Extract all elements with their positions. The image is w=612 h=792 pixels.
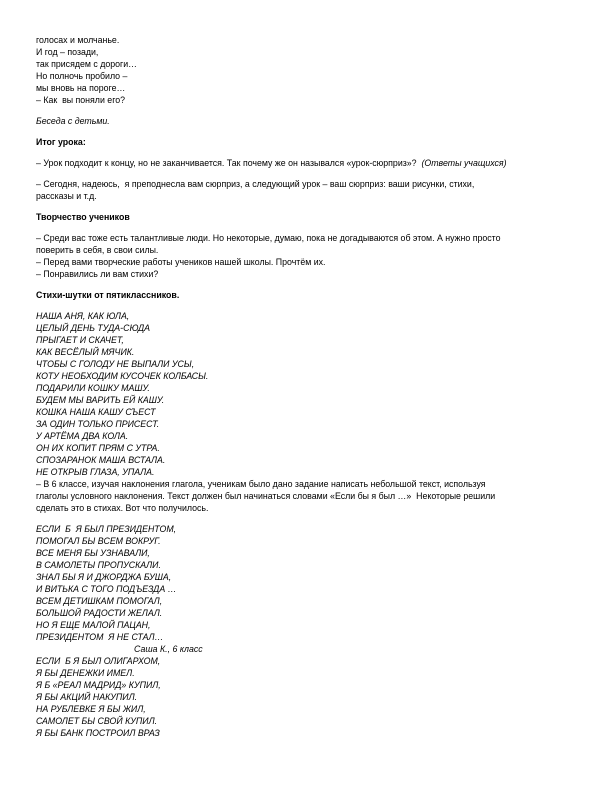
jokes-heading: Стихи-шутки от пятиклассников.: [36, 290, 180, 300]
poem-line: ЦЕЛЫЙ ДЕНЬ ТУДА-СЮДА: [36, 323, 151, 333]
poem-ending: [36, 34, 584, 106]
poem-line: так присядем с дороги…: [36, 59, 137, 69]
poem-line: Я БЫ ДЕНЕЖКИ ИМЕЛ.: [36, 668, 135, 678]
poem-line: НЕ ОТКРЫВ ГЛАЗА, УПАЛА.: [36, 467, 155, 477]
summary-heading: Итог урока:: [36, 137, 86, 147]
poem-line: ОН ИХ КОПИТ ПРЯМ С УТРА.: [36, 443, 160, 453]
poem-line: ПОМОГАЛ БЫ ВСЕМ ВОКРУГ.: [36, 536, 161, 546]
poem-3: [36, 655, 584, 739]
summary-paragraph-2: [36, 178, 584, 202]
poem-line: НА РУБЛЕВКЕ Я БЫ ЖИЛ,: [36, 704, 146, 714]
poem-2: [36, 523, 584, 643]
poem-line: ВСЕМ ДЕТИШКАМ ПОМОГАЛ,: [36, 596, 163, 606]
poem-line: Я БЫ БАНК ПОСТРОИЛ ВРАЗ: [36, 728, 160, 738]
poem-line: ЕСЛИ Б Я БЫЛ ПРЕЗИДЕНТОМ,: [36, 524, 177, 534]
poem-line: ЧТОБЫ С ГОЛОДУ НЕ ВЫПАЛИ УСЫ,: [36, 359, 195, 369]
poem-line: ЗНАЛ БЫ Я И ДЖОРДЖА БУША,: [36, 572, 172, 582]
poem-line: ЕСЛИ Б Я БЫЛ ОЛИГАРХОМ,: [36, 656, 161, 666]
poem-line: НАША АНЯ, КАК ЮЛА,: [36, 311, 130, 321]
text-line: – Среди вас тоже есть талантливые люди. Но некоторые, думаю, пока не догадываются об этом. А нужно просто: [36, 233, 501, 243]
text-line: сделать это в стихах. Вот что получилось.: [36, 503, 209, 513]
text-line: поверить в себя, в свои силы.: [36, 245, 159, 255]
summary-paragraph-1: [36, 157, 584, 169]
summary-text: – Урок подходит к концу, но не заканчивается. Так почему же он назывался «урок-сюрприз»?: [36, 158, 422, 168]
poem-line: САМОЛЕТ БЫ СВОЙ КУПИЛ.: [36, 716, 158, 726]
poem-line: Я Б «РЕАЛ МАДРИД» КУПИЛ,: [36, 680, 161, 690]
poem-line: ПРЕЗИДЕНТОМ Я НЕ СТАЛ…: [36, 632, 164, 642]
document-page: [36, 34, 584, 739]
poem-line: голосах и молчанье.: [36, 35, 120, 45]
poem-1: [36, 310, 584, 478]
answers-note: (Ответы учащихся): [421, 158, 507, 168]
poem-line: И ВИТЬКА С ТОГО ПОДЪЕЗДА …: [36, 584, 177, 594]
poem-line: БУДЕМ МЫ ВАРИТЬ ЕЙ КАШУ.: [36, 395, 165, 405]
poem-line: мы вновь на пороге…: [36, 83, 126, 93]
poem-line: ЗА ОДИН ТОЛЬКО ПРИСЕСТ.: [36, 419, 160, 429]
poem-line: И год – позади,: [36, 47, 99, 57]
text-line: – Перед вами творческие работы учеников нашей школы. Прочтём их.: [36, 257, 326, 267]
poem-line: Я БЫ АКЦИЙ НАКУПИЛ.: [36, 692, 138, 702]
poem-line: В САМОЛЕТЫ ПРОПУСКАЛИ.: [36, 560, 161, 570]
text-line: – В 6 классе, изучая наклонения глагола, ученикам было дано задание написать небольшой текст, используя: [36, 479, 486, 489]
assignment-intro: [36, 478, 584, 514]
text-line: рассказы и т.д.: [36, 191, 97, 201]
poem-line: ПРЫГАЕТ И СКАЧЕТ,: [36, 335, 124, 345]
poem-line: КАК ВЕСЁЛЫЙ МЯЧИК.: [36, 347, 135, 357]
creativity-heading: Творчество учеников: [36, 212, 130, 222]
text-line: – Понравились ли вам стихи?: [36, 269, 159, 279]
creativity-paragraph: [36, 232, 584, 280]
poem-line: У АРТЁМА ДВА КОЛА.: [36, 431, 129, 441]
conversation-note: Беседа с детьми.: [36, 116, 110, 126]
poem-line: ПОДАРИЛИ КОШКУ МАШУ.: [36, 383, 150, 393]
poem-line: НО Я ЕЩЕ МАЛОЙ ПАЦАН,: [36, 620, 151, 630]
poem-line: СПОЗАРАНОК МАША ВСТАЛА.: [36, 455, 166, 465]
question-line: – Как вы поняли его?: [36, 95, 125, 105]
text-line: глаголы условного наклонения. Текст должен был начинаться словами «Если бы я был …» Некоторые решили: [36, 491, 496, 501]
poem-line: КОТУ НЕОБХОДИМ КУСОЧЕК КОЛБАСЫ.: [36, 371, 209, 381]
text-line: – Сегодня, надеюсь, я преподнесла вам сюрприз, а следующий урок – ваш сюрприз: ваши рисунки, стихи,: [36, 179, 475, 189]
poem-line: БОЛЬШОЙ РАДОСТИ ЖЕЛАЛ.: [36, 608, 163, 618]
author-signature: Саша К., 6 класс: [134, 644, 203, 654]
poem-line: ВСЕ МЕНЯ БЫ УЗНАВАЛИ,: [36, 548, 150, 558]
poem-line: КОШКА НАША КАШУ СЪЕСТ: [36, 407, 156, 417]
poem-line: Но полночь пробило –: [36, 71, 128, 81]
